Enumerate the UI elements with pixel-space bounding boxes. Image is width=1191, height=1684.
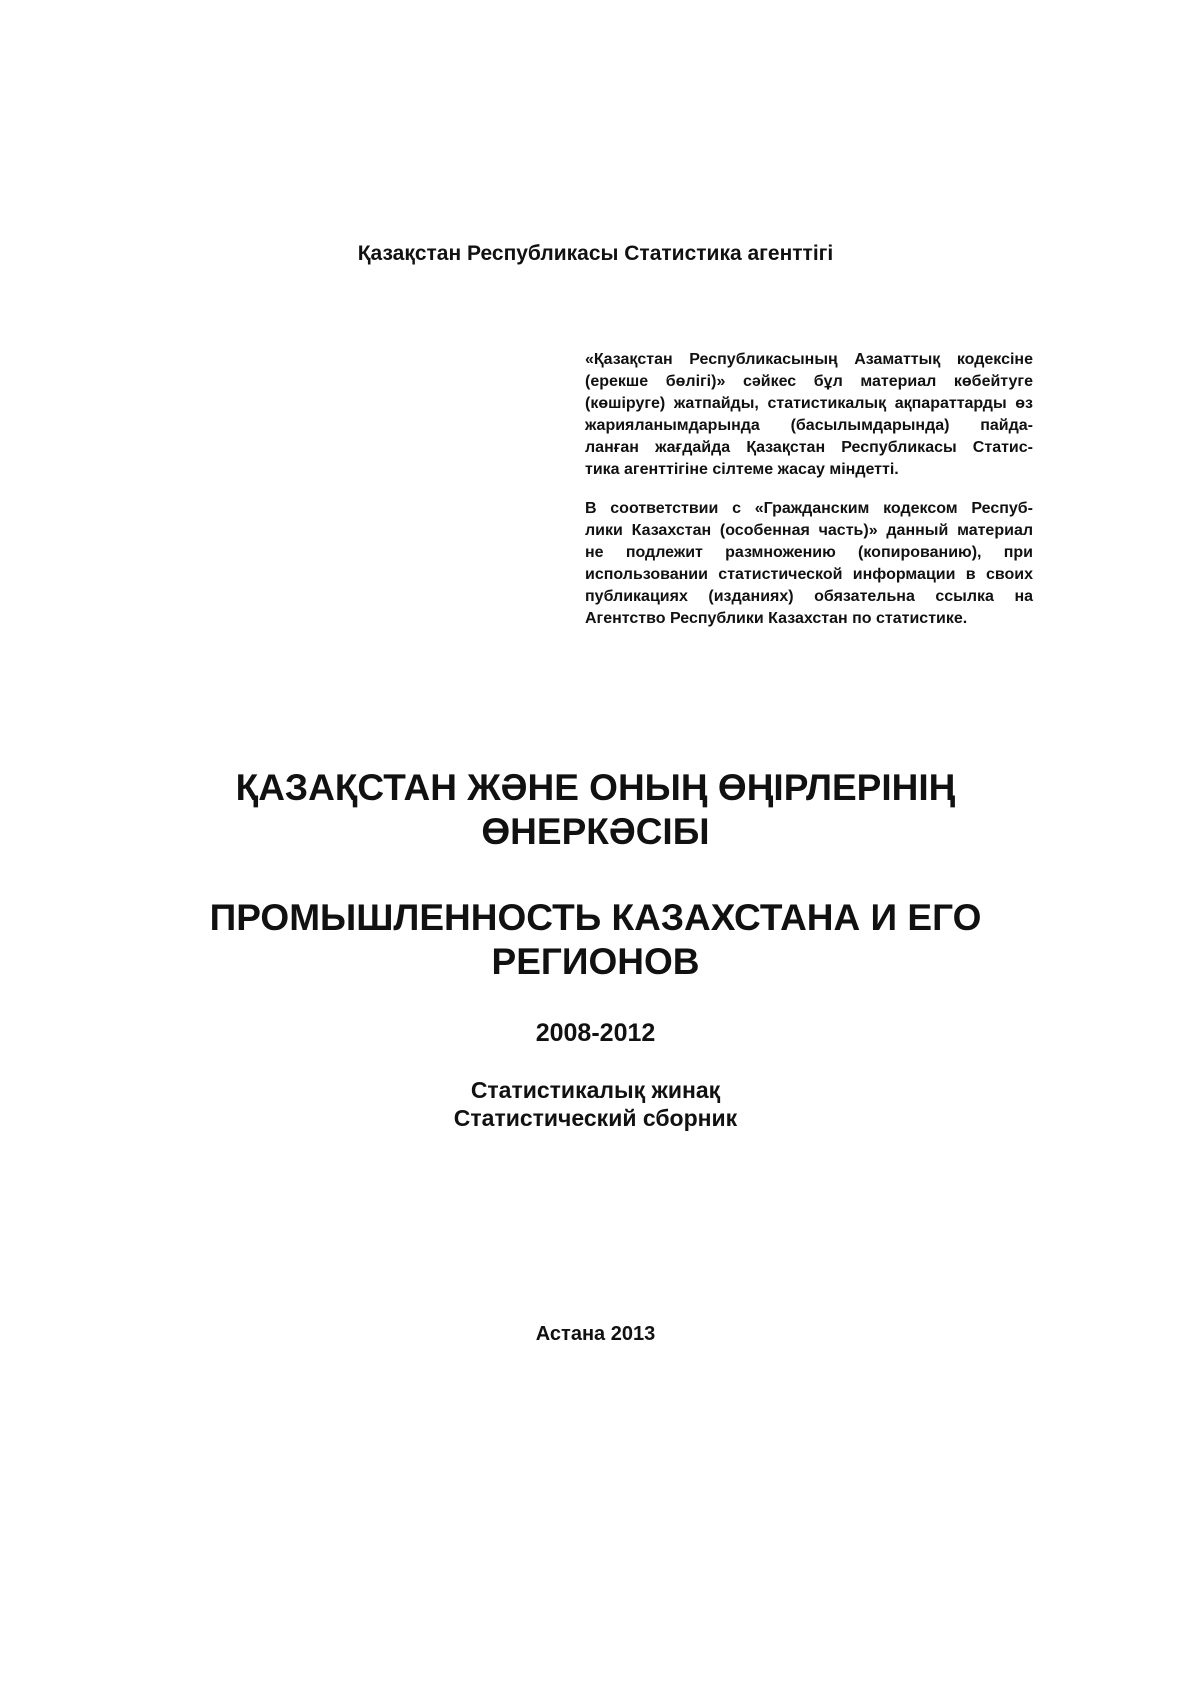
notice-ru-line: не подлежит размножению (копированию), при [585,544,1033,561]
notice-kk-line: (ерекше бөлігі)» сәйкес бұл материал көбейтуге [585,373,1033,390]
notice-kk-line: (көшіруге) жатпайды, статистикалық ақпараттарды өз [585,395,1033,412]
edition-subtitles [0,1076,1191,1132]
edition-years: 2008-2012 [535,1019,656,1047]
main-title-kk-line2: ӨНЕРКӘСІБІ [481,811,710,852]
subtitle-ru: Статистический сборник [453,1105,738,1131]
copyright-notice-ru [585,498,1033,630]
main-title-ru-line2: РЕГИОНОВ [491,941,700,982]
publisher-line: Қазақстан Республикасы Статистика агенттігі [357,242,834,265]
notice-ru-line: публикациях (изданиях) обязательна ссылка на [585,588,1033,605]
notice-kk-line: «Қазақстан Республикасының Азаматтық кодексіне [585,351,1033,368]
copyright-notice-kk [585,349,1033,481]
notice-kk-line: тика агенттігіне сілтеме жасау міндетті. [585,461,899,478]
subtitle-kk: Статистикалық жинақ [470,1077,721,1103]
main-title-ru-line1: ПРОМЫШЛЕННОСТЬ КАЗАХСТАНА И ЕГО [209,897,982,938]
copyright-notice-block [585,349,1033,647]
notice-ru-line: Агентство Республики Казахстан по статистике. [585,610,968,627]
main-title-kk-line1: ҚАЗАҚСТАН ЖӘНЕ ОНЫҢ ӨҢІРЛЕРІНІҢ [235,767,956,808]
notice-ru-line: лики Казахстан (особенная часть)» данный материал [585,522,1033,539]
notice-ru-line: использовании статистической информации в своих [585,566,1033,583]
main-title-ru [0,896,1191,984]
imprint-city-year: Астана 2013 [535,1323,656,1345]
notice-ru-line: В соответствии с «Гражданским кодексом Респуб- [585,500,1033,517]
notice-kk-line: ланған жағдайда Қазақстан Республикасы Статис- [585,439,1033,456]
main-title-kk [0,766,1191,854]
notice-kk-line: жарияланымдарында (басылымдарында) пайда- [585,417,1033,434]
